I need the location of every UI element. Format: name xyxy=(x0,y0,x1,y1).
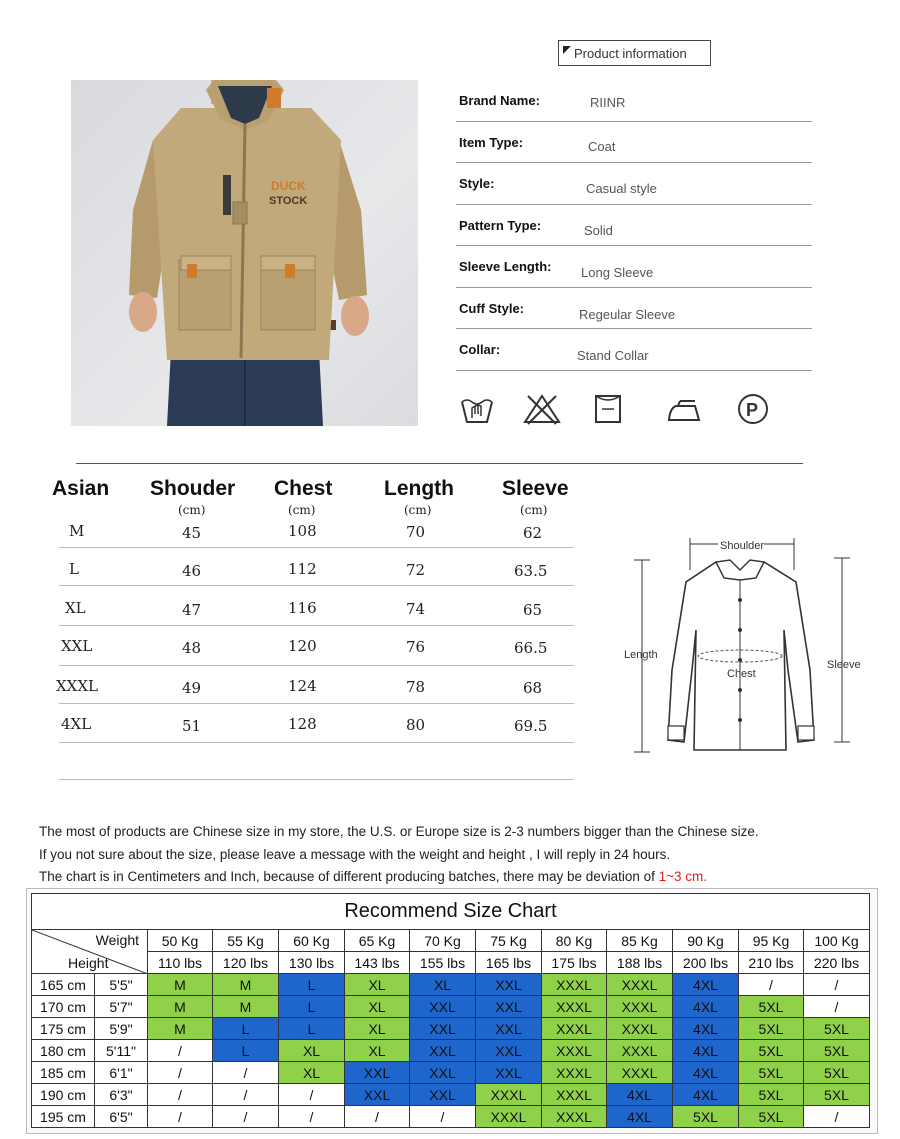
weight-lbs-header: 188 lbs xyxy=(607,952,673,974)
recommended-size-cell: 5XL xyxy=(804,1018,870,1040)
recommended-size-cell: XL xyxy=(279,1040,345,1062)
table-row xyxy=(32,1062,870,1084)
table-row-line xyxy=(59,547,574,548)
attr-value: Regeular Sleeve xyxy=(579,306,676,322)
recommended-size-cell: / xyxy=(148,1062,213,1084)
size-cell: 45 xyxy=(182,524,202,542)
size-header-chest: Chest xyxy=(274,477,333,500)
recommended-size-cell: XXXL xyxy=(607,974,673,996)
recommended-size-cell: / xyxy=(804,974,870,996)
size-cell: 116 xyxy=(288,599,317,617)
recommend-size-chart xyxy=(31,893,870,1128)
attr-key: Item Type: xyxy=(459,134,524,150)
recommended-size-cell: XL xyxy=(279,1062,345,1084)
recommended-size-cell: 4XL xyxy=(673,1062,739,1084)
size-cell: 124 xyxy=(288,677,317,695)
recommended-size-cell: XXXL xyxy=(476,1106,542,1128)
attr-value: Coat xyxy=(588,138,616,154)
size-cell: 78 xyxy=(406,678,426,696)
attr-row-collar xyxy=(456,329,812,371)
height-cm-cell: 165 cm xyxy=(32,974,95,996)
attr-value: Casual style xyxy=(586,181,657,196)
weight-kg-header: 75 Kg xyxy=(476,930,542,952)
attr-row-cuff-style xyxy=(456,288,812,330)
recommended-size-cell: L xyxy=(279,996,345,1018)
recommended-size-cell: XXL xyxy=(410,1062,476,1084)
recommended-size-cell: XXXL xyxy=(607,1040,673,1062)
size-cell: 47 xyxy=(182,601,202,619)
recommended-size-cell: L xyxy=(279,974,345,996)
corner-triangle-icon xyxy=(563,46,571,54)
height-ft-cell: 6'5" xyxy=(95,1106,148,1128)
weight-lbs-header: 143 lbs xyxy=(345,952,410,974)
recommended-size-cell: M xyxy=(148,996,213,1018)
size-cell: 66.5 xyxy=(514,639,548,657)
height-cm-cell: 180 cm xyxy=(32,1040,95,1062)
size-cell: 4XL xyxy=(61,715,92,733)
weight-lbs-header: 120 lbs xyxy=(213,952,279,974)
size-cell: 112 xyxy=(288,560,317,578)
recommended-size-cell: / xyxy=(148,1084,213,1106)
size-header-length: Length xyxy=(384,477,454,500)
recommended-size-cell: M xyxy=(148,1018,213,1040)
size-cell: 68 xyxy=(523,679,543,697)
recommended-size-cell: M xyxy=(213,974,279,996)
diagram-label-sleeve: Sleeve xyxy=(827,659,861,671)
size-cell: 70 xyxy=(406,523,426,541)
weight-kg-header: 85 Kg xyxy=(607,930,673,952)
recommended-size-cell: XXXL xyxy=(542,1106,607,1128)
recommend-chart-title: Recommend Size Chart xyxy=(32,894,870,930)
weight-label: Weight xyxy=(95,932,139,948)
recommended-size-cell: XXL xyxy=(345,1084,410,1106)
weight-lbs-header: 155 lbs xyxy=(410,952,476,974)
recommended-size-cell: 5XL xyxy=(673,1106,739,1128)
weight-lbs-header: 130 lbs xyxy=(279,952,345,974)
attr-key: Sleeve Length: xyxy=(459,259,552,274)
attr-key: Brand Name: xyxy=(459,93,540,108)
recommended-size-cell: / xyxy=(213,1062,279,1084)
size-cell: 62 xyxy=(523,524,543,542)
size-cell: 128 xyxy=(288,715,317,733)
recommended-size-cell: 5XL xyxy=(739,1018,804,1040)
recommended-size-cell: XXL xyxy=(345,1062,410,1084)
table-row-line xyxy=(59,742,574,743)
weight-lbs-header: 110 lbs xyxy=(148,952,213,974)
recommended-size-cell: / xyxy=(213,1106,279,1128)
recommended-size-cell: 5XL xyxy=(739,1106,804,1128)
weight-kg-header: 100 Kg xyxy=(804,930,870,952)
measurement-diagram xyxy=(620,530,870,760)
dry-clean-p-icon xyxy=(736,392,770,426)
note-line-3 xyxy=(39,869,707,884)
weight-lbs-header: 220 lbs xyxy=(804,952,870,974)
size-cell: L xyxy=(69,560,79,578)
table-row-line xyxy=(59,625,574,626)
height-ft-cell: 5'11" xyxy=(95,1040,148,1062)
recommended-size-cell: XXXL xyxy=(607,1018,673,1040)
recommended-size-cell: 4XL xyxy=(673,974,739,996)
table-row xyxy=(32,974,870,996)
recommended-size-cell: XXL xyxy=(410,1084,476,1106)
recommended-size-cell: / xyxy=(804,1106,870,1128)
recommended-size-cell: XXXL xyxy=(542,996,607,1018)
size-cell: 46 xyxy=(182,562,202,580)
size-cell: 69.5 xyxy=(514,717,548,735)
recommended-size-cell: 4XL xyxy=(607,1106,673,1128)
recommended-size-cell: XXL xyxy=(476,1040,542,1062)
attr-key: Pattern Type: xyxy=(459,217,542,233)
size-cell: 80 xyxy=(406,716,426,734)
recommended-size-cell: XL xyxy=(345,974,410,996)
note-line-3-highlight: 1~3 cm. xyxy=(658,869,708,884)
height-cm-cell: 170 cm xyxy=(32,996,95,1018)
recommended-size-cell: 5XL xyxy=(804,1040,870,1062)
attr-row-sleeve-length xyxy=(456,246,812,288)
size-cell: 120 xyxy=(288,637,317,655)
section-divider xyxy=(76,463,803,464)
recommended-size-cell: XXXL xyxy=(542,1084,607,1106)
product-information-label: Product information xyxy=(574,45,687,61)
recommended-size-cell: XXL xyxy=(410,1018,476,1040)
unit-label: (cm) xyxy=(178,503,206,517)
table-row-line xyxy=(59,585,574,586)
recommended-size-cell: XXXL xyxy=(607,996,673,1018)
size-cell: M xyxy=(69,522,85,540)
attr-value: Long Sleeve xyxy=(581,265,654,280)
weight-kg-header: 55 Kg xyxy=(213,930,279,952)
product-information-tag xyxy=(558,40,711,66)
recommended-size-cell: 5XL xyxy=(739,1084,804,1106)
attr-row-pattern-type xyxy=(456,205,812,247)
diagram-label-chest: Chest xyxy=(727,668,756,680)
table-row xyxy=(32,1040,870,1062)
size-cell: XXXL xyxy=(56,677,98,695)
attr-key: Cuff Style: xyxy=(459,300,524,316)
recommended-size-cell: / xyxy=(279,1084,345,1106)
note-line-1: The most of products are Chinese size in my store, the U.S. or Europe size is 2-3 numbers bigger than the Chinese size. xyxy=(39,824,759,839)
recommended-size-cell: 4XL xyxy=(673,1018,739,1040)
weight-lbs-header: 175 lbs xyxy=(542,952,607,974)
attr-value: Stand Collar xyxy=(577,348,649,363)
recommended-size-cell: XL xyxy=(410,974,476,996)
table-row xyxy=(32,1084,870,1106)
table-row xyxy=(32,996,870,1018)
recommended-size-cell: / xyxy=(213,1084,279,1106)
size-cell: 108 xyxy=(288,522,317,540)
recommended-size-cell: XXL xyxy=(410,1040,476,1062)
unit-label: (cm) xyxy=(404,503,432,517)
size-header-asian: Asian xyxy=(52,477,110,500)
product-attributes xyxy=(456,80,812,371)
recommended-size-cell: XXXL xyxy=(542,974,607,996)
recommended-size-cell: 5XL xyxy=(739,996,804,1018)
recommended-size-cell: / xyxy=(345,1106,410,1128)
note-line-3-text: The chart is in Centimeters and Inch, because of different producing batches, there may be deviation of xyxy=(39,869,659,884)
recommended-size-cell: 4XL xyxy=(673,1084,739,1106)
recommended-size-cell: 4XL xyxy=(673,996,739,1018)
height-cm-cell: 195 cm xyxy=(32,1106,95,1128)
recommended-size-cell: XXXL xyxy=(542,1040,607,1062)
size-cell: 65 xyxy=(523,601,543,619)
recommended-size-cell: XXL xyxy=(476,1062,542,1084)
height-cm-cell: 185 cm xyxy=(32,1062,95,1084)
weight-kg-header: 80 Kg xyxy=(542,930,607,952)
height-ft-cell: 5'7" xyxy=(95,996,148,1018)
table-row-line xyxy=(59,665,574,666)
weight-lbs-header: 165 lbs xyxy=(476,952,542,974)
recommended-size-cell: / xyxy=(739,974,804,996)
size-cell: 72 xyxy=(406,561,426,579)
size-cell: 63.5 xyxy=(514,562,548,580)
table-row xyxy=(32,1018,870,1040)
size-cell: 76 xyxy=(406,638,426,656)
attr-key: Collar: xyxy=(459,342,501,357)
table-row-line xyxy=(59,779,574,780)
recommended-size-cell: 5XL xyxy=(739,1040,804,1062)
attr-value: RIINR xyxy=(590,95,626,110)
recommended-size-cell: L xyxy=(213,1040,279,1062)
attr-value: Solid xyxy=(584,222,613,238)
attr-row-brand xyxy=(456,80,812,122)
recommended-size-cell: XXL xyxy=(476,1018,542,1040)
recommended-size-cell: XXXL xyxy=(542,1018,607,1040)
recommended-size-cell: L xyxy=(279,1018,345,1040)
weight-kg-header: 95 Kg xyxy=(739,930,804,952)
height-ft-cell: 6'1" xyxy=(95,1062,148,1084)
height-ft-cell: 6'3" xyxy=(95,1084,148,1106)
size-header-sleeve: Sleeve xyxy=(502,477,569,500)
weight-kg-header: 90 Kg xyxy=(673,930,739,952)
recommended-size-cell: / xyxy=(804,996,870,1018)
care-icons xyxy=(456,392,786,432)
weight-height-corner xyxy=(32,930,148,974)
attr-row-item-type xyxy=(456,122,812,164)
size-cell: 49 xyxy=(182,679,202,697)
tumble-dry-icon xyxy=(594,392,624,426)
model-jacket-illustration xyxy=(71,80,418,426)
product-photo xyxy=(71,80,418,426)
recommended-size-cell: 5XL xyxy=(804,1084,870,1106)
recommended-size-cell: M xyxy=(148,974,213,996)
recommended-size-cell: 4XL xyxy=(607,1084,673,1106)
diagram-label-shoulder: Shoulder xyxy=(720,540,765,552)
recommended-size-cell: / xyxy=(148,1106,213,1128)
recommended-size-cell: XXL xyxy=(410,996,476,1018)
recommended-size-cell: M xyxy=(213,996,279,1018)
unit-label: (cm) xyxy=(520,503,548,517)
do-not-bleach-icon xyxy=(522,392,562,426)
weight-lbs-header: 210 lbs xyxy=(739,952,804,974)
height-ft-cell: 5'9" xyxy=(95,1018,148,1040)
jacket-print-line1: DUCK xyxy=(271,179,306,193)
weight-lbs-header: 200 lbs xyxy=(673,952,739,974)
recommended-size-cell: XXL xyxy=(476,996,542,1018)
recommended-size-cell: XXXL xyxy=(607,1062,673,1084)
recommended-size-cell: / xyxy=(148,1040,213,1062)
recommended-size-cell: XXXL xyxy=(542,1062,607,1084)
note-line-2: If you not sure about the size, please leave a message with the weight and height , I will reply in 24 hours. xyxy=(39,847,671,862)
attr-key: Style: xyxy=(459,176,495,191)
height-cm-cell: 175 cm xyxy=(32,1018,95,1040)
recommended-size-cell: 4XL xyxy=(673,1040,739,1062)
recommended-size-cell: / xyxy=(279,1106,345,1128)
weight-kg-header: 70 Kg xyxy=(410,930,476,952)
attr-row-style xyxy=(456,163,812,205)
recommended-size-cell: 5XL xyxy=(804,1062,870,1084)
height-ft-cell: 5'5" xyxy=(95,974,148,996)
weight-kg-header: 65 Kg xyxy=(345,930,410,952)
recommended-size-cell: XXXL xyxy=(476,1084,542,1106)
height-cm-cell: 190 cm xyxy=(32,1084,95,1106)
recommended-size-cell: XL xyxy=(345,996,410,1018)
weight-kg-header: 60 Kg xyxy=(279,930,345,952)
recommended-size-cell: L xyxy=(213,1018,279,1040)
unit-label: (cm) xyxy=(288,503,316,517)
table-row xyxy=(32,1106,870,1128)
size-cell: 48 xyxy=(182,639,202,657)
recommended-size-cell: XL xyxy=(345,1040,410,1062)
hand-wash-icon xyxy=(460,392,494,426)
size-cell: 51 xyxy=(182,717,202,735)
height-label: Height xyxy=(68,955,109,971)
recommended-size-cell: XXL xyxy=(476,974,542,996)
table-row-line xyxy=(59,703,574,704)
size-cell: XL xyxy=(65,599,86,617)
size-cell: XXL xyxy=(61,637,93,655)
recommended-size-cell: 5XL xyxy=(739,1062,804,1084)
size-header-shoulder: Shouder xyxy=(150,477,236,500)
weight-kg-header: 50 Kg xyxy=(148,930,213,952)
recommended-size-cell: XL xyxy=(345,1018,410,1040)
diagram-label-length: Length xyxy=(624,649,658,661)
recommended-size-cell: / xyxy=(410,1106,476,1128)
jacket-print-line2: STOCK xyxy=(269,195,308,207)
size-cell: 74 xyxy=(406,600,426,618)
svg-text:P: P xyxy=(746,400,759,420)
iron-icon xyxy=(666,392,702,426)
